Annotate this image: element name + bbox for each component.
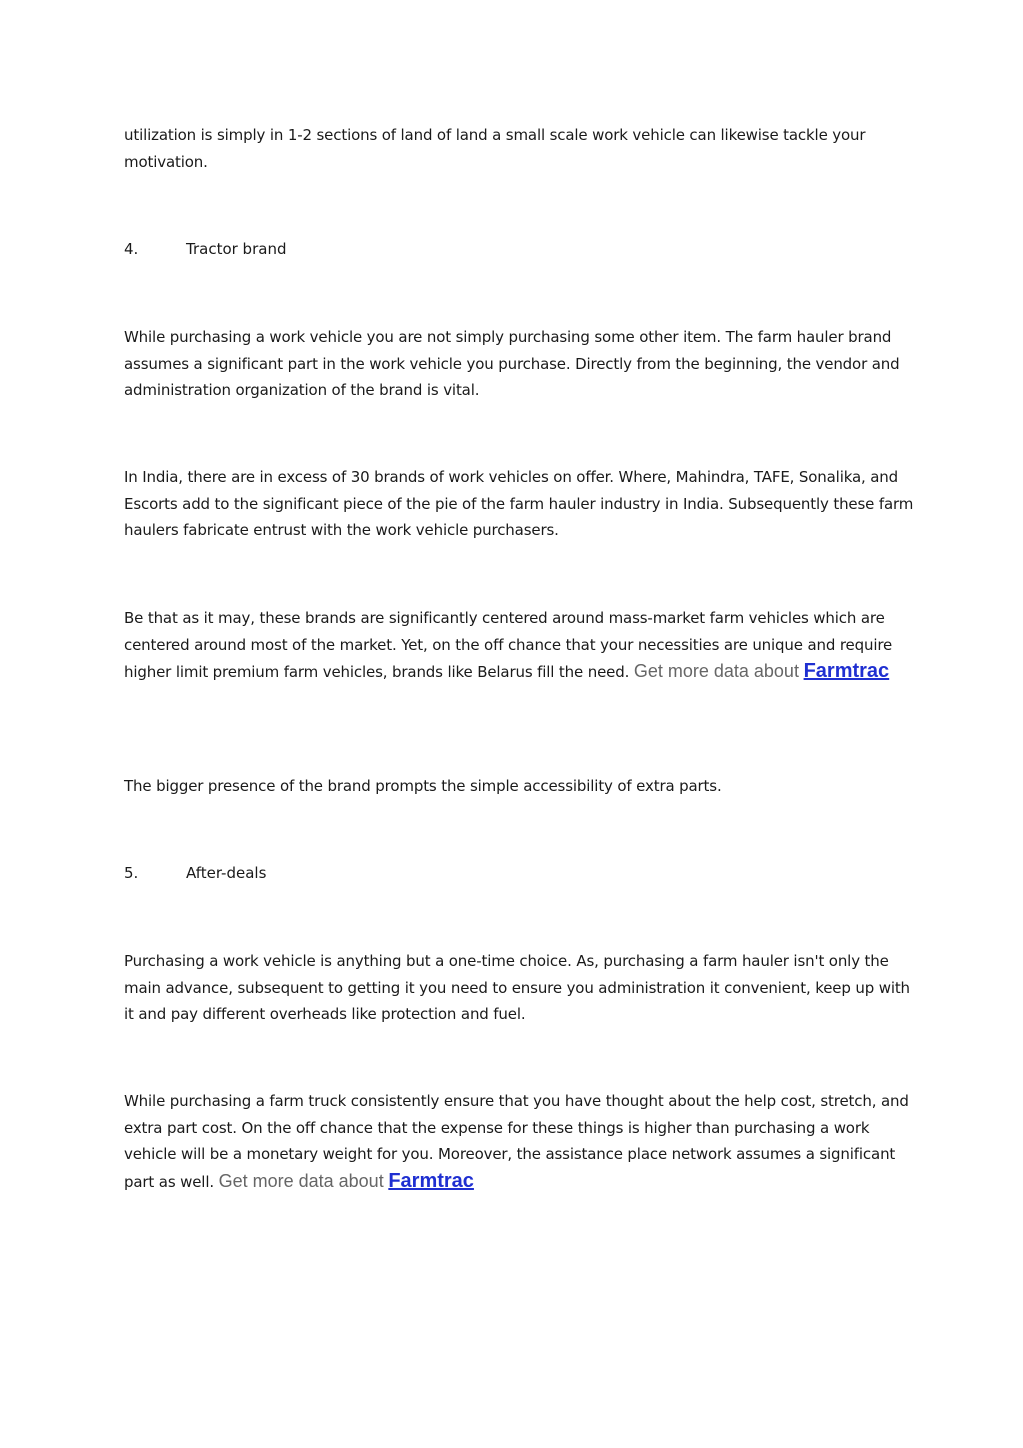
paragraph-india-brands-text: In India, there are in excess of 30 brands of work vehicles on offer. Where, Mahindra, TAFE, Sonalika, and Escorts add to the significant piece of the pie of the farm hauler industry in India. Subsequently these farm haulers fabricate entrust with the work vehicle purchasers.: [124, 468, 914, 539]
section-title: After-deals: [186, 864, 267, 882]
paragraph-one-time-choice: [124, 948, 914, 1028]
paragraph-india-brands: [124, 464, 914, 544]
paragraph-purchasing-text: While purchasing a work vehicle you are not simply purchasing some other item. The farm hauler brand assumes a significant part in the work vehicle you purchase. Directly from the beginning, the vendor and administration organization of the brand is vital.: [124, 328, 900, 399]
section-heading-tractor-brand: [124, 236, 286, 263]
paragraph-mass-market-text: Be that as it may, these brands are significantly centered around mass-market farm vehicles which are centered around most of the market. Yet, on the off chance that your necessities are unique and require higher limit premium farm vehicles, brands like Belarus fill the need.: [124, 609, 893, 681]
section-number: 5.: [124, 864, 139, 882]
section-title: Tractor brand: [186, 240, 287, 258]
farmtrac-link[interactable]: Farmtrac: [388, 1169, 474, 1192]
paragraph-utilization-text: utilization is simply in 1-2 sections of land of land a small scale work vehicle can likewise tackle your motivation.: [124, 126, 866, 171]
section-heading-after-deals: [124, 860, 266, 887]
farmtrac-link[interactable]: Farmtrac: [803, 660, 890, 682]
paragraph-one-time-choice-text: Purchasing a work vehicle is anything but a one-time choice. As, purchasing a farm hauler isn't only the main advance, subsequent to getting it you need to ensure you administration it convenient, keep up with it and pay different overheads like protection and fuel.: [124, 952, 910, 1023]
paragraph-mass-market: [124, 605, 914, 686]
section-number: 4.: [124, 240, 139, 258]
get-more-data-text: Get more data about: [218, 1170, 384, 1191]
paragraph-purchasing: [124, 324, 914, 404]
paragraph-bigger-presence: [124, 773, 914, 800]
paragraph-help-cost: [124, 1088, 914, 1195]
paragraph-bigger-presence-text: The bigger presence of the brand prompts the simple accessibility of extra parts.: [124, 777, 722, 795]
get-more-data-text: Get more data about: [633, 661, 799, 681]
paragraph-utilization: [124, 122, 914, 175]
paragraph-help-cost-text: While purchasing a farm truck consistently ensure that you have thought about the help cost, stretch, and extra part cost. On the off chance that the expense for these things is higher than purchasing a work vehicle will be a monetary weight for you. Moreover, the assistance place network assumes a significant part as well.: [124, 1092, 909, 1191]
